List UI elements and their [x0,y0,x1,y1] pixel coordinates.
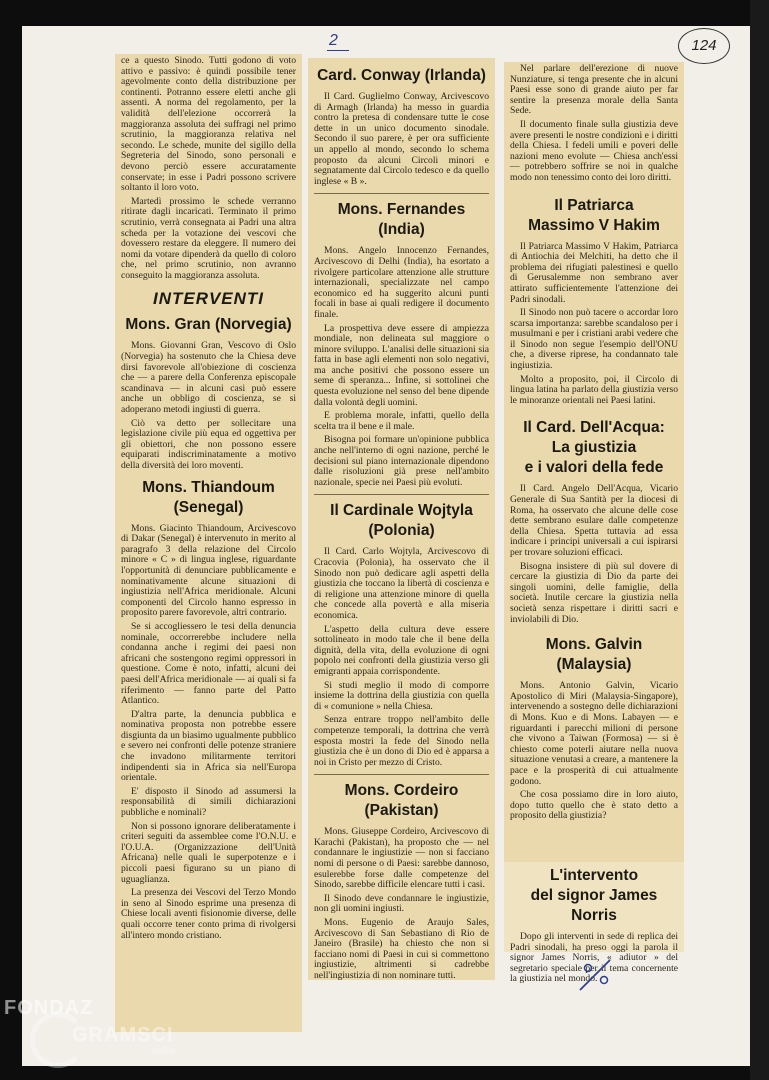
sheet-number-stamp: 124 [678,28,730,64]
article-heading [510,866,678,926]
paragraph: L'aspetto della cultura deve essere sottolineato in modo tale che il bene della dignità, della vita, della evoluzione di ogni popolo nei confronti della giustizia verso gli emigranti appaia corrispondente. [314,623,489,677]
paragraph: Il Card. Angelo Dell'Acqua, Vicario Generale di Sua Santità per la diocesi di Roma, ha osservato che alcune delle cose dette sembrano esulare dalle competenze della Chiesa. Spetta tuttavia ad essa indicare i principi universali a cui ispirarsi per trovare soluzioni efficaci. [510,483,678,558]
clipping-column-2 [308,58,495,980]
heading-line: Il Card. Dell'Acqua: [523,419,665,437]
paragraph: E' disposto il Sinodo ad assumersi la responsabilità di simili dichiarazioni pubbliche e nominali? [121,785,296,819]
article-heading: Card. Conway (Irlanda) [317,67,486,84]
paragraph: La presenza dei Vescovi del Terzo Mondo in seno al Sinodo esprime una presenza di Chiese locali aventi fisionomie diverse, delle quali occorre tener conto prima di rivolgersi all'intero mondo cristiano. [121,887,296,941]
paragraph: Mons. Antonio Galvin, Vicario Apostolico di Miri (Malaysia-Singapore), intervenendo a sostegno delle dichiarazioni di Mons. Kuo e di Mons. Labayen — e riguardanti i parecchi milioni di persone che vivono a Taiwan (Formosa) — si è chiesto come poterli aiutare nella nuova situazione venutasi a creare, a mantenere la pace e la prosperità di cui attualmente godono. [510,680,678,787]
paragraph: Dopo gli interventi in sede di replica dei Padri sinodali, ha preso oggi la parola il signor James Norris, « adiutor » del segretario speciale per il tema concernente la giustizia nel mondo. [510,931,678,985]
paragraph: Ciò va detto per sollecitare una legislazione civile più equa ed oggettiva per gli obiettori, che non possono essere equiparati indiscriminatamente a motivo della diversità dei loro moventi. [121,417,296,471]
paragraph: D'altra parte, la denuncia pubblica e nominativa proposta non potrebbe essere disgiunta da un biasimo ugualmente pubblico e severo nei confronti delle potenze straniere che invadono militarmente territori indipendenti sia in Africa sia nell'Europa orientale. [121,708,296,784]
article-heading [510,196,678,236]
paragraph: Bisogna poi formare un'opinione pubblica anche nell'interno di ogni nazione, perché le decisioni sul piano internazionale dipendono dalle risoluzioni già prese nell'ambito nazionale, specie nei Paesi più evoluti. [314,434,489,488]
article-heading: Mons. Gran (Norvegia) [125,316,292,334]
paragraph: Senza entrare troppo nell'ambito delle competenze temporali, la dottrina che verrà esposta mostri la fede del Sinodo nella giustizia che è un dono di Dio ed è apparsa a noi in Cristo per mezzo di Cristo. [314,714,489,768]
paragraph: Il documento finale sulla giustizia deve avere presenti le nostre condizioni e i diritti della Chiesa. I fedeli umili e poveri delle nazioni meno evolute — Chiesa anch'essi — potrebbero soffrire se noi in qualche modo non tenessimo conto dei loro diritti. [510,118,678,183]
handwritten-mark [576,954,616,994]
clipping-column-3-lower [504,862,684,985]
paragraph: Se si accogliessero le tesi della denuncia nominale, occorrerebbe includere nella condanna anche i regimi dei paesi non africani che sostengono regimi oppressori in questione. Come è noto, infatti, alcuni dei paesi dell'Africa meridionale — ai quali si fa riferimento — fanno parte del Patto Atlantico. [121,620,296,707]
paragraph: E problema morale, infatti, quello della scelta tra il bene e il male. [314,410,489,432]
paragraph: Bisogna insistere di più sul dovere di cercare la giustizia di Dio da parte dei singoli uomini, delle famiglie, della società. Inutile cercare la giustizia nella società senza rispettare i diritti sacri e inviolabili di Dio. [510,560,678,625]
article-heading: Mons. Cordeiro (Pakistan) [344,782,459,820]
paragraph: Mons. Eugenio de Araujo Sales, Arcivescovo di San Sebastiano di Rio de Janeiro (Brasile) ha chiesto che non si facciano nomi di Paesi in cui si commettono ingiustizie, altrimenti si cadrebbe nell'ingiustizia di non nominare tutti. [314,917,489,981]
paragraph: Martedì prossimo le schede verranno ritirate dagli incaricati. Terminato il primo scrutinio, verrà consegnata ai Padri una altra scheda per la votazione dei vescovi che dovessero restare da eleggere. Il numero dei nomi da votare dipenderà da quello di coloro che, nel primo scrutinio, non avranno conseguito la maggioranza assoluta. [121,195,296,281]
paragraph: Nel parlare dell'erezione di nuove Nunziature, si tenga presente che in alcuni Paesi esse sono di grande aiuto per far sentire la presenza morale della Santa Sede. [510,63,678,117]
paragraph: Mons. Angelo Innocenzo Fernandes, Arcivescovo di Delhi (India), ha esortato a rivolgere particolare attenzione alle strutture internazionali, specializzate nel campo economico ed ha suggerito alcuni punti focali in base ai quali redigere il documento finale. [314,245,489,320]
heading-line: del signor James Norris [530,887,658,924]
heading-line: Massimo V Hakim [528,216,660,234]
page-number: 2 [329,32,338,49]
paragraph: La prospettiva deve essere di ampiezza mondiale, non delineata sul maggiore o minore sviluppo. L'analisi delle situazioni sia fatta in base agli elementi non solo negativi, ma anche positivi che possono essere un seme di speranza... Infine, si sottolinei che questa evoluzione nel senso del bene dipende dalla volontà degli uomini. [314,322,489,408]
clipping-column-1 [115,54,302,1032]
divider [314,494,489,495]
article-heading: Mons. Thiandoum (Senegal) [142,478,275,516]
watermark-text: onlus [152,1046,176,1057]
heading-line: L'intervento [549,867,639,884]
heading-line: La giustizia [551,439,637,457]
section-heading: INTERVENTI [152,289,265,309]
page-number-underline [327,50,349,51]
article-heading [510,418,678,478]
heading-line: Il Patriarca [554,196,634,214]
heading-line: e i valori della fede [524,459,664,477]
paragraph: Il Card. Carlo Wojtyla, Arcivescovo di Cracovia (Polonia), ha osservato che il Sinodo non può dedicare agli aspetti della giustizia che toccano la libertà di coscienza e di religione una attenzione minore di quella che concede alla povertà e alla miseria economica. [314,546,489,621]
article-heading: Mons. Fernandes (India) [337,201,466,239]
paragraph: Si studi meglio il modo di comporre insieme la dottrina della giustizia con quella di « comunione » nella Chiesa. [314,679,489,712]
paragraph: Molto a proposito, poi, il Circolo di lingua latina ha parlato della giustizia verso le minoranze orientali nei Paesi latini. [510,373,678,406]
paragraph: Il Card. Guglielmo Conway, Arcivescovo di Armagh (Irlanda) ha messo in guardia contro la pretesa di condensare tutte le cose dette in un unico documento sinodale. Secondo il suo parere, è per ora sufficiente un appello al mondo, secondo lo schema proposto da alcuni Circoli minori e segnatamente dal Circolo tedesco e da quello inglese « B ». [314,91,489,187]
paragraph: Mons. Giuseppe Cordeiro, Arcivescovo di Karachi (Pakistan), ha proposto che — nel condannare le ingiustizie — non si facciano nomi di persone o di Paesi: sarebbe dannoso, esulerebbe forse dalle competenze del Sinodo, sarebbe difficile elencare tutti i casi. [314,826,489,891]
watermark-text: GRAMSCI [72,1024,174,1046]
watermark-text: FONDAZ [4,997,94,1019]
paragraph: Il Sinodo deve condannare le ingiustizie, non gli uomini ingiusti. [314,892,489,915]
paragraph: Mons. Giovanni Gran, Vescovo di Oslo (Norvegia) ha sostenuto che la Chiesa deve dirsi favorevole all'obiezione di coscienza che — a parere della Conferenza episcopale scandinava — in alcuni casi può essere anche un obbligo di coscienza, se si adoperano metodi ingiusti di guerra. [121,340,296,416]
paragraph: Il Patriarca Massimo V Hakim, Patriarca di Antiochia dei Melchiti, ha detto che il problema dei rifugiati palestinesi e quello di Gerusalemme non sembrano aver attirato sufficientemente l'attenzione dei Padri sinodali. [510,240,678,305]
paragraph: Che cosa possiamo dire in loro aiuto, dopo tutto quello che è stato detto a proposito della giustizia? [510,789,678,822]
paragraph: ce a questo Sinodo. Tutti godono di voto attivo e passivo: è quindi possibile tener agevolmente conto della distribuzione per continenti. Potranno essere eletti anche gli assenti. A norma del regolamento, per la validità dell'elezione occorrerà la maggioranza assoluta dei suffragi nel primo scrutinio, la maggioranza relativa nel secondo. Le schede, munite del sigillo della Segreteria del Sinodo, sono personali e devono perciò essere accuratamente conservate; in esse i Padri possono scrivere soltanto il loro voto. [121,55,296,194]
article-heading: Mons. Galvin (Malaysia) [545,636,643,674]
paragraph: Non si possono ignorare deliberatamente i criteri seguiti da assemblee come l'O.N.U. e l'O.U.A. (Organizzazione dell'Unità Africana) nelle quali le superpotenze e i piccoli paesi figurano su un piano di uguaglianza. [121,820,296,885]
clipping-column-3 [504,62,684,862]
paragraph: Mons. Giacinto Thiandoum, Arcivescovo di Dakar (Senegal) è intervenuto in merito al paragrafo 3 della relazione del Circolo minore « C » di lingua inglese, riguardante l'opportunità di denunciare pubblicamente e nominativamente alcune situazioni di ingiustizia nell'Africa meridionale. Alcuni componenti del Circolo hanno espresso in proposito parere favorevole, altri contrario. [121,522,296,619]
divider [314,774,489,775]
paragraph: Il Sinodo non può tacere o accordar loro scarsa importanza: sarebbe scandaloso per i musulmani e per i cristiani arabi vedere che il Sinodo non segue l'esempio dell'ONU che, a diverse riprese, ha condannato tale ingiustizia. [510,307,678,372]
divider [314,193,489,194]
sheet-edge [750,0,769,1080]
article-heading: Il Cardinale Wojtyla (Polonia) [330,502,473,540]
